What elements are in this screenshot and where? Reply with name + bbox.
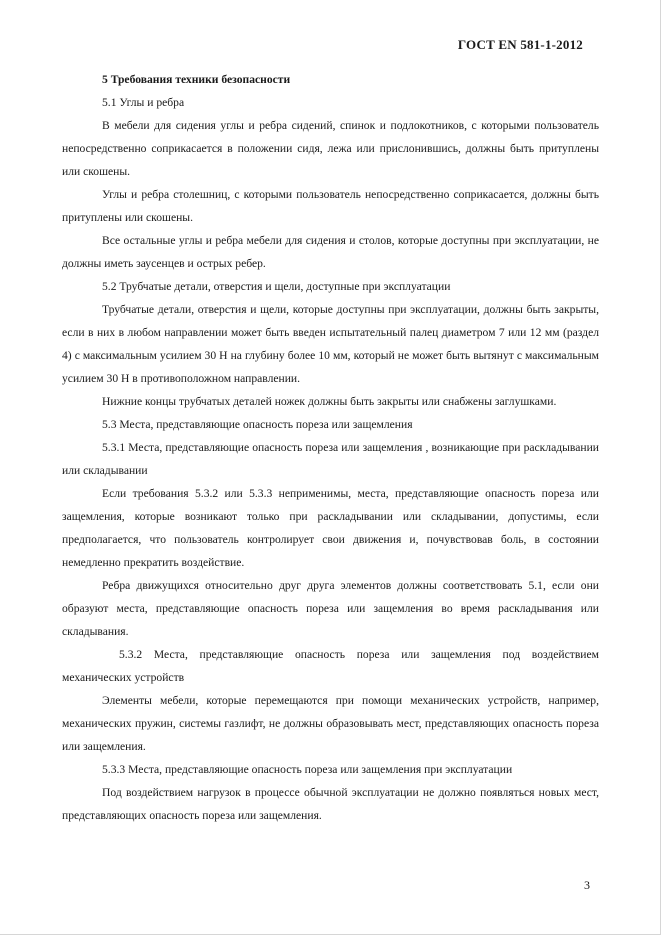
section-5-3-2-heading: 5.3.2 Места, представляющие опасность пореза или защемления под воздействием механических устройств	[62, 648, 599, 684]
section-5-1-paragraph-2: Углы и ребра столешниц, с которыми пользователь непосредственно соприкасается, должны быть притуплены или скошены.	[62, 188, 599, 224]
section-5-3-title: 5.3 Места, представляющие опасность пореза или защемления	[102, 418, 413, 431]
section-5-1-paragraph-3: Все остальные углы и ребра мебели для сидения и столов, которые доступны при эксплуатации, не должны иметь заусенцев и острых ребер.	[62, 234, 599, 270]
section-5-3-2-paragraph-1: Элементы мебели, которые перемещаются при помощи механических устройств, например, механических пружин, системы газлифт, не должны образовывать мест, представляющих опасность пореза или защемления.	[62, 694, 599, 753]
section-5-2-title: 5.2 Трубчатые детали, отверстия и щели, доступные при эксплуатации	[102, 280, 451, 293]
section-5-title: 5 Требования техники безопасности	[102, 73, 291, 86]
section-5-3-3-paragraph-1: Под воздействием нагрузок в процессе обычной эксплуатации не должно появляться новых мест, представляющих опасность пореза или защемления.	[62, 786, 599, 822]
document-code: ГОСТ EN 581-1-2012	[457, 37, 583, 52]
document-body	[62, 68, 599, 827]
section-5-1-paragraph-1: В мебели для сидения углы и ребра сидений, спинок и подлокотников, с которыми пользователь непосредственно соприкасается в положении сидя, лежа или прислонившись, должны быть притуплены или скошены.	[62, 119, 599, 178]
section-5-3-1-paragraph-2: Ребра движущихся относительно друг друга элементов должны соответствовать 5.1, если они образуют места, представляющие опасность пореза или защемления во время раскладывания или складывания.	[62, 579, 599, 638]
section-5-3-3-title: 5.3.3 Места, представляющие опасность пореза или защемления при эксплуатации	[102, 763, 513, 776]
section-5-2-paragraph-1: Трубчатые детали, отверстия и щели, которые доступны при эксплуатации, должны быть закрыты, если в них в любом направлении может быть введен испытательный палец диаметром 7 или 12 мм (раздел 4) с максимальным усилием 30 Н на глубину более 10 мм, который не может быть вытянут с максимальным усилием 30 Н в противоположном направлении.	[62, 303, 599, 385]
section-5-3-1-heading: 5.3.1 Места, представляющие опасность пореза или защемления , возникающие при раскладывании или складывании	[62, 441, 599, 477]
page-number: 3	[584, 878, 590, 892]
section-5-3-1-paragraph-1: Если требования 5.3.2 или 5.3.3 неприменимы, места, представляющие опасность пореза или защемления, которые возникают только при раскладывании или складывании, допустимы, если предполагается, что пользователь контролирует свои движения и, почувствовав боль, в состоянии немедленно прекратить воздействие.	[62, 487, 599, 569]
section-5-2-paragraph-2: Нижние концы трубчатых деталей ножек должны быть закрыты или снабжены заглушками.	[102, 395, 557, 408]
section-5-1-title: 5.1 Углы и ребра	[102, 96, 185, 109]
